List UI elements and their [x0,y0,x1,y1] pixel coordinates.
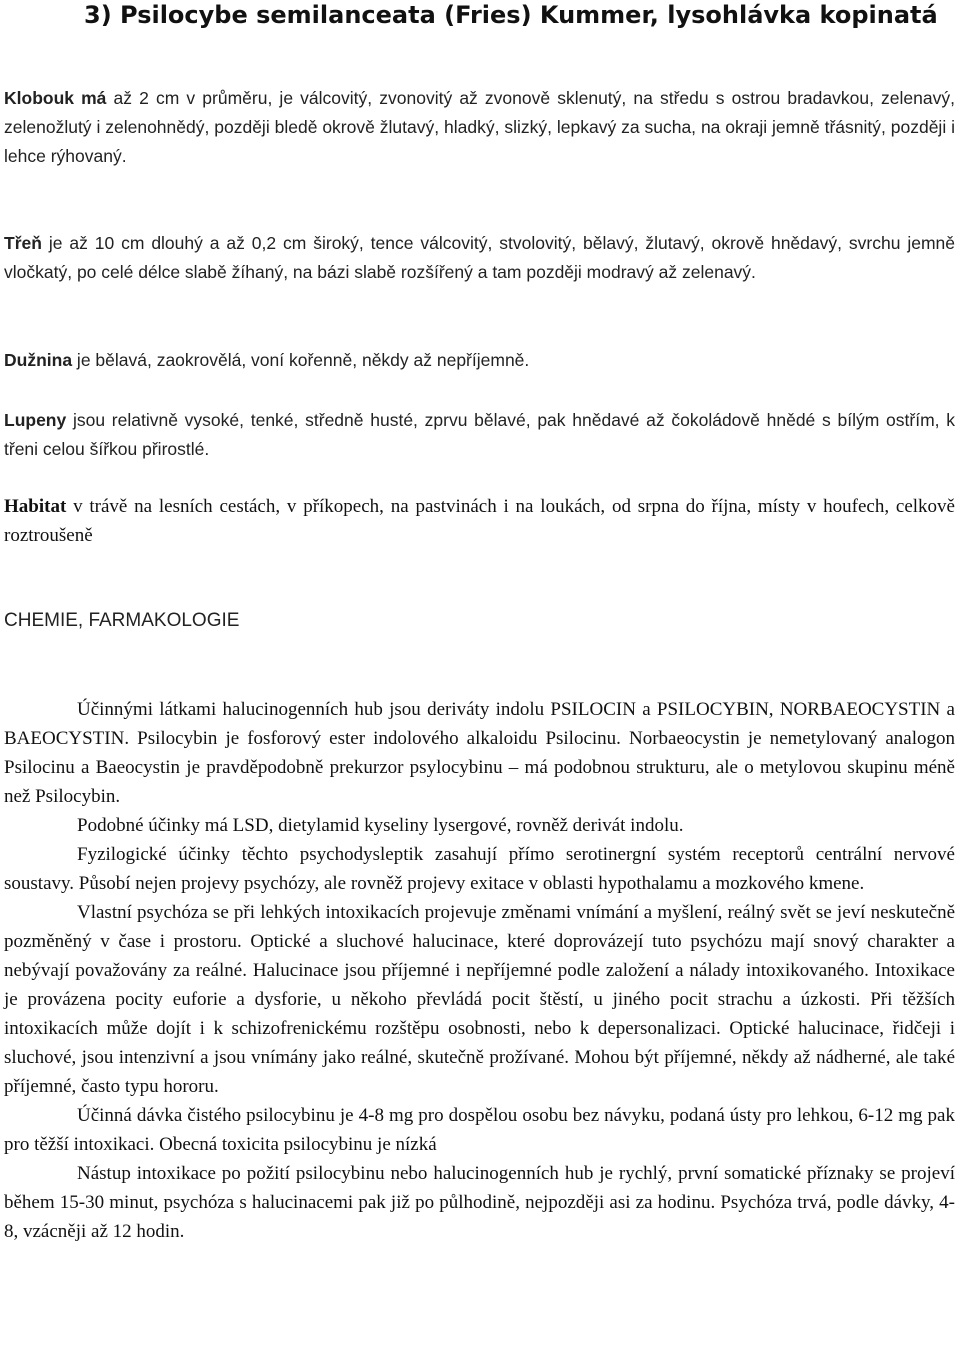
habitat-term: Habitat [4,496,67,517]
cap-term: Klobouk má [4,88,107,108]
chemistry-paragraph: Vlastní psychóza se při lehkých intoxikacích projevuje změnami vnímání a myšlení, reálný svět se jeví neskutečně pozměněný v čase i prostoru. Optické a sluchové halucinace, které doprovázejí tuto psychózu mají snový charakter a nebývají považovány za reálné. Halucinace jsou příjemné i nepříjemné podle založení a nálady intoxikovaného. Intoxikace je provázena pocity euforie a dysforie, u někoho převládá pocit štěstí, u jiného pocit strachu a úzkosti. Při těžších intoxikacích může dojít i k schizofrenickému rozštěpu osobnosti, nebo k depersonalizaci. Optické halucinace, řidčeji i sluchové, jsou intenzivní a jsou vnímány jako reálné, skutečně prožívané. Mohou být příjemné, někdy až nádherné, ale také příjemné, často typu hororu. [4,902,955,1097]
chemistry-paragraph: Nástup intoxikace po požití psilocybinu nebo halucinogenních hub je rychlý, první somatické příznaky se projeví během 15-30 minut, psychóza s halucinacemi pak již po půlhodině, nejpozději asi za hodinu. Psychóza trvá, podle dávky, 4-8, vzácněji až 12 hodin. [4,1163,955,1242]
gills-description [4,406,955,464]
chemistry-paragraph: Podobné účinky má LSD, dietylamid kyseliny lysergové, rovněž derivát indolu. [77,815,684,836]
stem-description [4,229,955,287]
gills-term: Lupeny [4,410,67,430]
cap-description [4,84,955,171]
cap-text: až 2 cm v průměru, je válcovitý, zvonovitý až zvonově sklenutý, na středu s ostrou bradavkou, zelenavý, zelenožlutý i zelenohnědý, později bledě okrově žlutavý, hladký, slizký, lepkavý za sucha, na okraji jemně třásnitý, později i lehce rýhovaný. [4,88,955,166]
gills-text: jsou relativně vysoké, tenké, středně husté, zprvu bělavé, pak hnědavé až čokoládově hnědé s bílým ostřím, k třeni celou šířkou přirostlé. [4,410,955,459]
stem-term: Třeň [4,233,42,253]
flesh-text: je bělavá, zaokrovělá, voní kořenně, někdy až nepříjemně. [72,350,530,370]
section-heading-chemistry: CHEMIE, FARMAKOLOGIE [4,610,240,631]
habitat-text: v trávě na lesních cestách, v příkopech, na pastvinách i na loukách, od srpna do října, místy v houfech, celkově roztroušeně [4,496,955,546]
document-title: 3) Psilocybe semilanceata (Fries) Kummer, lysohlávka kopinatá [84,1,938,29]
chemistry-section [4,695,955,1246]
chemistry-paragraph: Účinnými látkami halucinogenních hub jsou deriváty indolu PSILOCIN a PSILOCYBIN, NORBAEOCYSTIN a BAEOCYSTIN. Psilocybin je fosforový ester indolového alkaloidu Psilocinu. Norbaeocystin je nemetylovaný analogon Psilocinu a Baeocystin je pravděpodobně prekurzor psylocybinu – má podobnou strukturu, ale o metylovou skupinu méně než Psilocybin. [4,699,955,807]
chemistry-paragraph: Účinná dávka čistého psilocybinu je 4-8 mg pro dospělou osobu bez návyku, podaná ústy pro lehkou, 6-12 mg pak pro těžší intoxikaci. Obecná toxicita psilocybinu je nízká [4,1105,955,1155]
flesh-description [4,346,955,375]
habitat-description [4,492,955,550]
stem-text: je až 10 cm dlouhý a až 0,2 cm široký, tence válcovitý, stvolovitý, bělavý, žlutavý, okrově hnědavý, svrchu jemně vločkatý, po celé délce slabě žíhaný, na bázi slabě rozšířený a tam později modravý až zelenavý. [4,233,955,282]
chemistry-paragraph: Fyzilogické účinky těchto psychodysleptik zasahují přímo serotinergní systém receptorů centrální nervové soustavy. Působí nejen projevy psychózy, ale rovněž projevy exitace v oblasti hypothalamu a mozkového kmene. [4,844,955,894]
flesh-term: Dužnina [4,350,73,370]
